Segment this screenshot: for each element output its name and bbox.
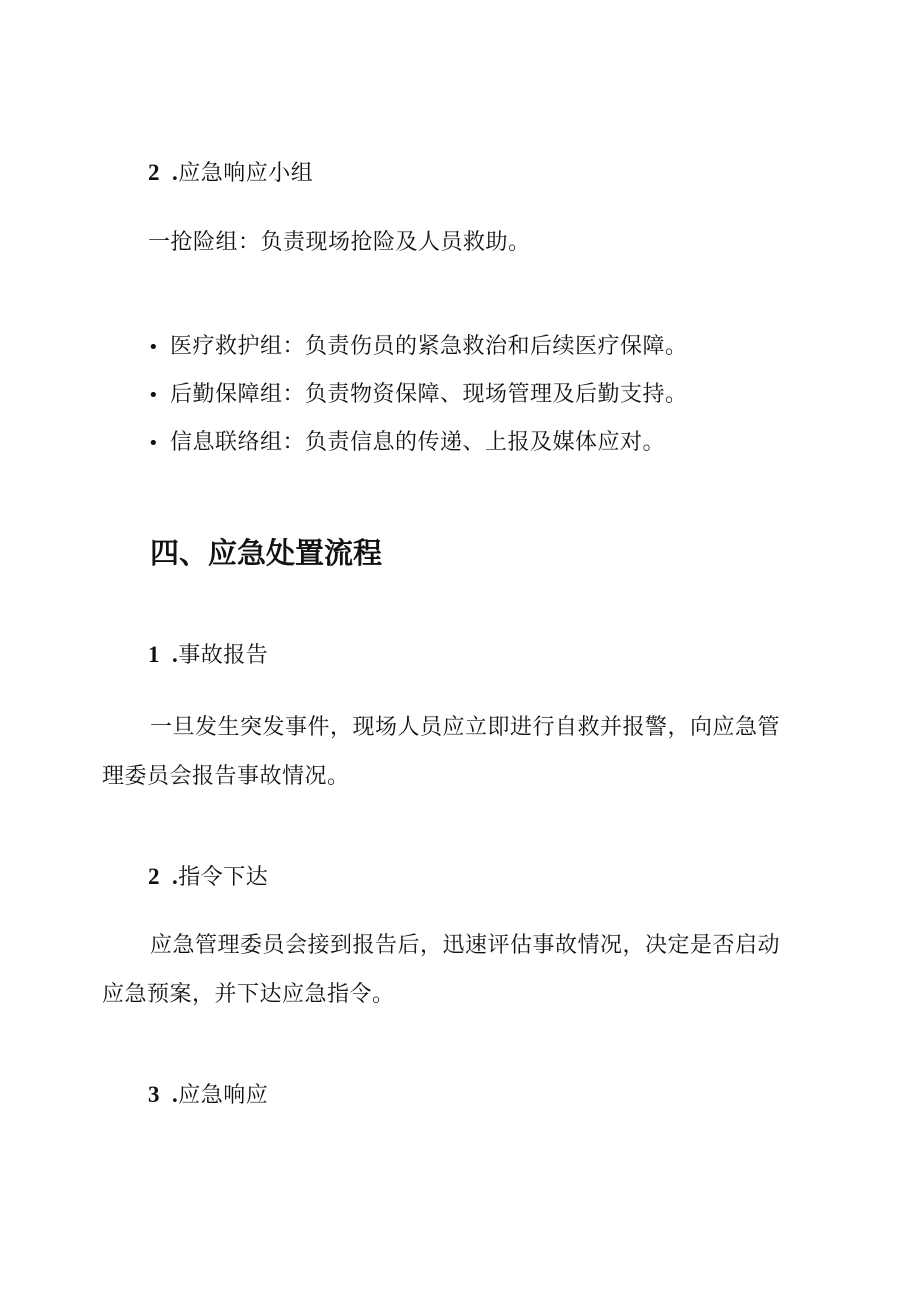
- paragraph-text: 一抢险组：负责现场抢险及人员救助。: [148, 230, 531, 255]
- step-title: 事故报告: [178, 643, 269, 668]
- section-number: 2: [148, 160, 160, 185]
- step-number-separator: .: [172, 642, 179, 667]
- step-heading: [148, 640, 268, 671]
- section-title: 应急响应小组: [178, 161, 314, 186]
- step-number: 1: [148, 642, 160, 667]
- step-number: 2: [148, 864, 160, 889]
- step-number-separator: .: [172, 864, 179, 889]
- step-title: 应急响应: [178, 1083, 269, 1108]
- bullet-icon: •: [148, 433, 160, 454]
- section-number-separator: .: [172, 160, 179, 185]
- list-item: [148, 332, 688, 363]
- step-heading: [148, 1080, 268, 1111]
- list-item: [148, 380, 688, 411]
- step-number: 3: [148, 1082, 160, 1107]
- step-number-separator: .: [172, 1082, 179, 1107]
- step-heading: [148, 862, 268, 893]
- list-item-text: 医疗救护组：负责伤员的紧急救治和后续医疗保障。: [170, 334, 688, 359]
- section-heading-response-team: [148, 158, 313, 189]
- step-body-line: 一旦发生突发事件，现场人员应立即进行自救并报警，向应急管: [150, 715, 781, 740]
- step-body-line: 应急管理委员会接到报告后，迅速评估事故情况，决定是否启动: [150, 933, 781, 958]
- step-title: 指令下达: [178, 865, 269, 890]
- chapter-heading: 四、应急处置流程: [150, 536, 383, 570]
- bullet-icon: •: [148, 337, 160, 358]
- step-body-line: 理委员会报告事故情况。: [102, 764, 350, 789]
- bullet-icon: •: [148, 385, 160, 406]
- list-item: [148, 428, 665, 459]
- list-item-text: 信息联络组：负责信息的传递、上报及媒体应对。: [170, 430, 666, 455]
- list-item-text: 后勤保障组：负责物资保障、现场管理及后勤支持。: [170, 382, 688, 407]
- paragraph-rescue-team: [148, 228, 531, 258]
- step-body-line: 应急预案，并下达应急指令。: [102, 982, 395, 1007]
